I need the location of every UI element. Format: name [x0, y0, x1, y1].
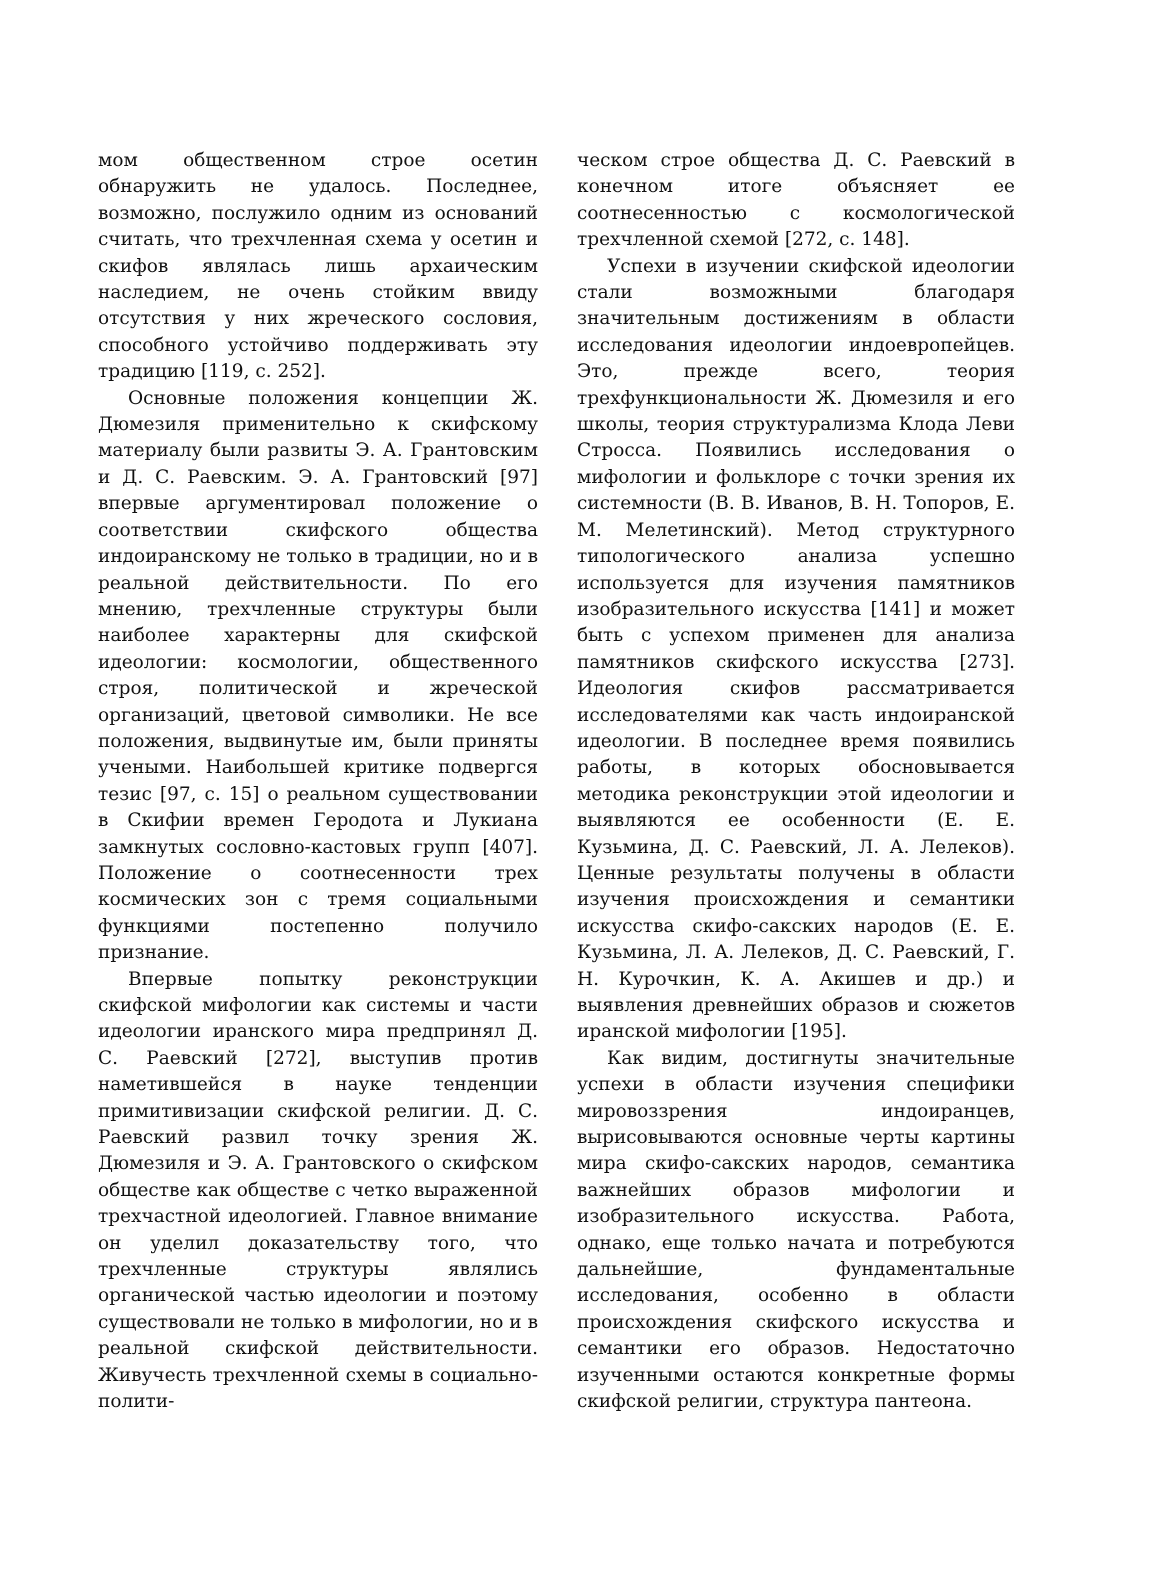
paragraph-continuation-right: ческом строе общества Д. С. Раевский в конечном итоге объясняет ее соотнесенностью с космологической трехчленной схемой [272, с. 148].: [577, 150, 1015, 251]
paragraph-continuation: мом общественном строе осетин обнаружить не удалось. Последнее, возможно, послужило одним из оснований считать, что трехчленная схема у осетин и скифов являлась лишь архаическим наследием, не очень стойким ввиду отсутствия у них жреческого сословия, способного устойчиво поддерживать эту традицию [119, с. 252].: [98, 150, 538, 383]
left-column: [98, 148, 538, 1416]
paragraph-ideology-success: Успехи в изучении скифской идеологии стали возможными благодаря значительным достижениям в области исследования идеологии индоевропейцев. Это, прежде всего, теория трехфункциональности Ж. Дюмезиля и его школы, теория структурализма Клода Леви Стросса. Появились исследования о мифологии и фольклоре с точки зрения их системности (В. В. Иванов, В. Н. Топоров, Е. М. Мелетинский). Метод структурного типологического анализа успешно используется для изучения памятников изобразительного искусства [141] и может быть с успехом применен для анализа памятников скифского искусства [273]. Идеология скифов рассматривается исследователями как часть индоиранской идеологии. В последнее время появились работы, в которых обосновывается методика реконструкции этой идеологии и выявляются ее особенности (Е. Е. Кузьмина, Д. С. Раевский, Л. А. Лелеков). Ценные результаты получены в области изучения происхождения и семантики искусства скифо-сакских народов (Е. Е. Кузьмина, Л. А. Лелеков, Д. С. Раевский, Г. Н. Курочкин, К. А. Акишев и др.) и выявления древнейших образов и сюжетов иранской мифологии [195].: [577, 255, 1015, 1043]
right-column: [577, 148, 1015, 1416]
paragraph-conclusion: Как видим, достигнуты значительные успехи в области изучения специфики мировоззрения индоиранцев, вырисовываются основные черты картины мира скифо-сакских народов, семантика важнейших образов мифологии и изобразительного искусства. Работа, однако, еще только начата и потребуются дальнейшие, фундаментальные исследования, особенно в области происхождения скифского искусства и семантики его образов. Недостаточно изученными остаются конкретные формы скифской религии, структура пантеона.: [577, 1047, 1015, 1413]
paragraph-dumezil-concept: Основные положения концепции Ж. Дюмезиля применительно к скифскому материалу были развиты Э. А. Грантовским и Д. С. Раевским. Э. А. Грантовский [97] впервые аргументировал положение о соответствии скифского общества индоиранскому не только в традиции, но и в реальной действительности. По его мнению, трехчленные структуры были наиболее характерны для скифской идеологии: космологии, общественного строя, политической и жреческой организаций, цветовой символики. Не все положения, выдвинутые им, были приняты учеными. Наибольшей критике подвергся тезис [97, с. 15] о реальном существовании в Скифии времен Геродота и Лукиана замкнутых сословно-кастовых групп [407]. Положение о соотнесенности трех космических зон с тремя социальными функциями постепенно получило признание.: [98, 387, 538, 964]
paragraph-raevsky-reconstruction: Впервые попытку реконструкции скифской мифологии как системы и части идеологии иранского мира предпринял Д. С. Раевский [272], выступив против наметившейся в науке тенденции примитивизации скифской религии. Д. С. Раевский развил точку зрения Ж. Дюмезиля и Э. А. Грантовского о скифском обществе как обществе с четко выраженной трехчастной идеологией. Главное внимание он уделил доказательству того, что трехчленные структуры являлись органической частью идеологии и поэтому существовали не только в мифологии, но и в реальной скифской действительности. Живучесть трехчленной схемы в социально-полити-: [98, 968, 538, 1413]
